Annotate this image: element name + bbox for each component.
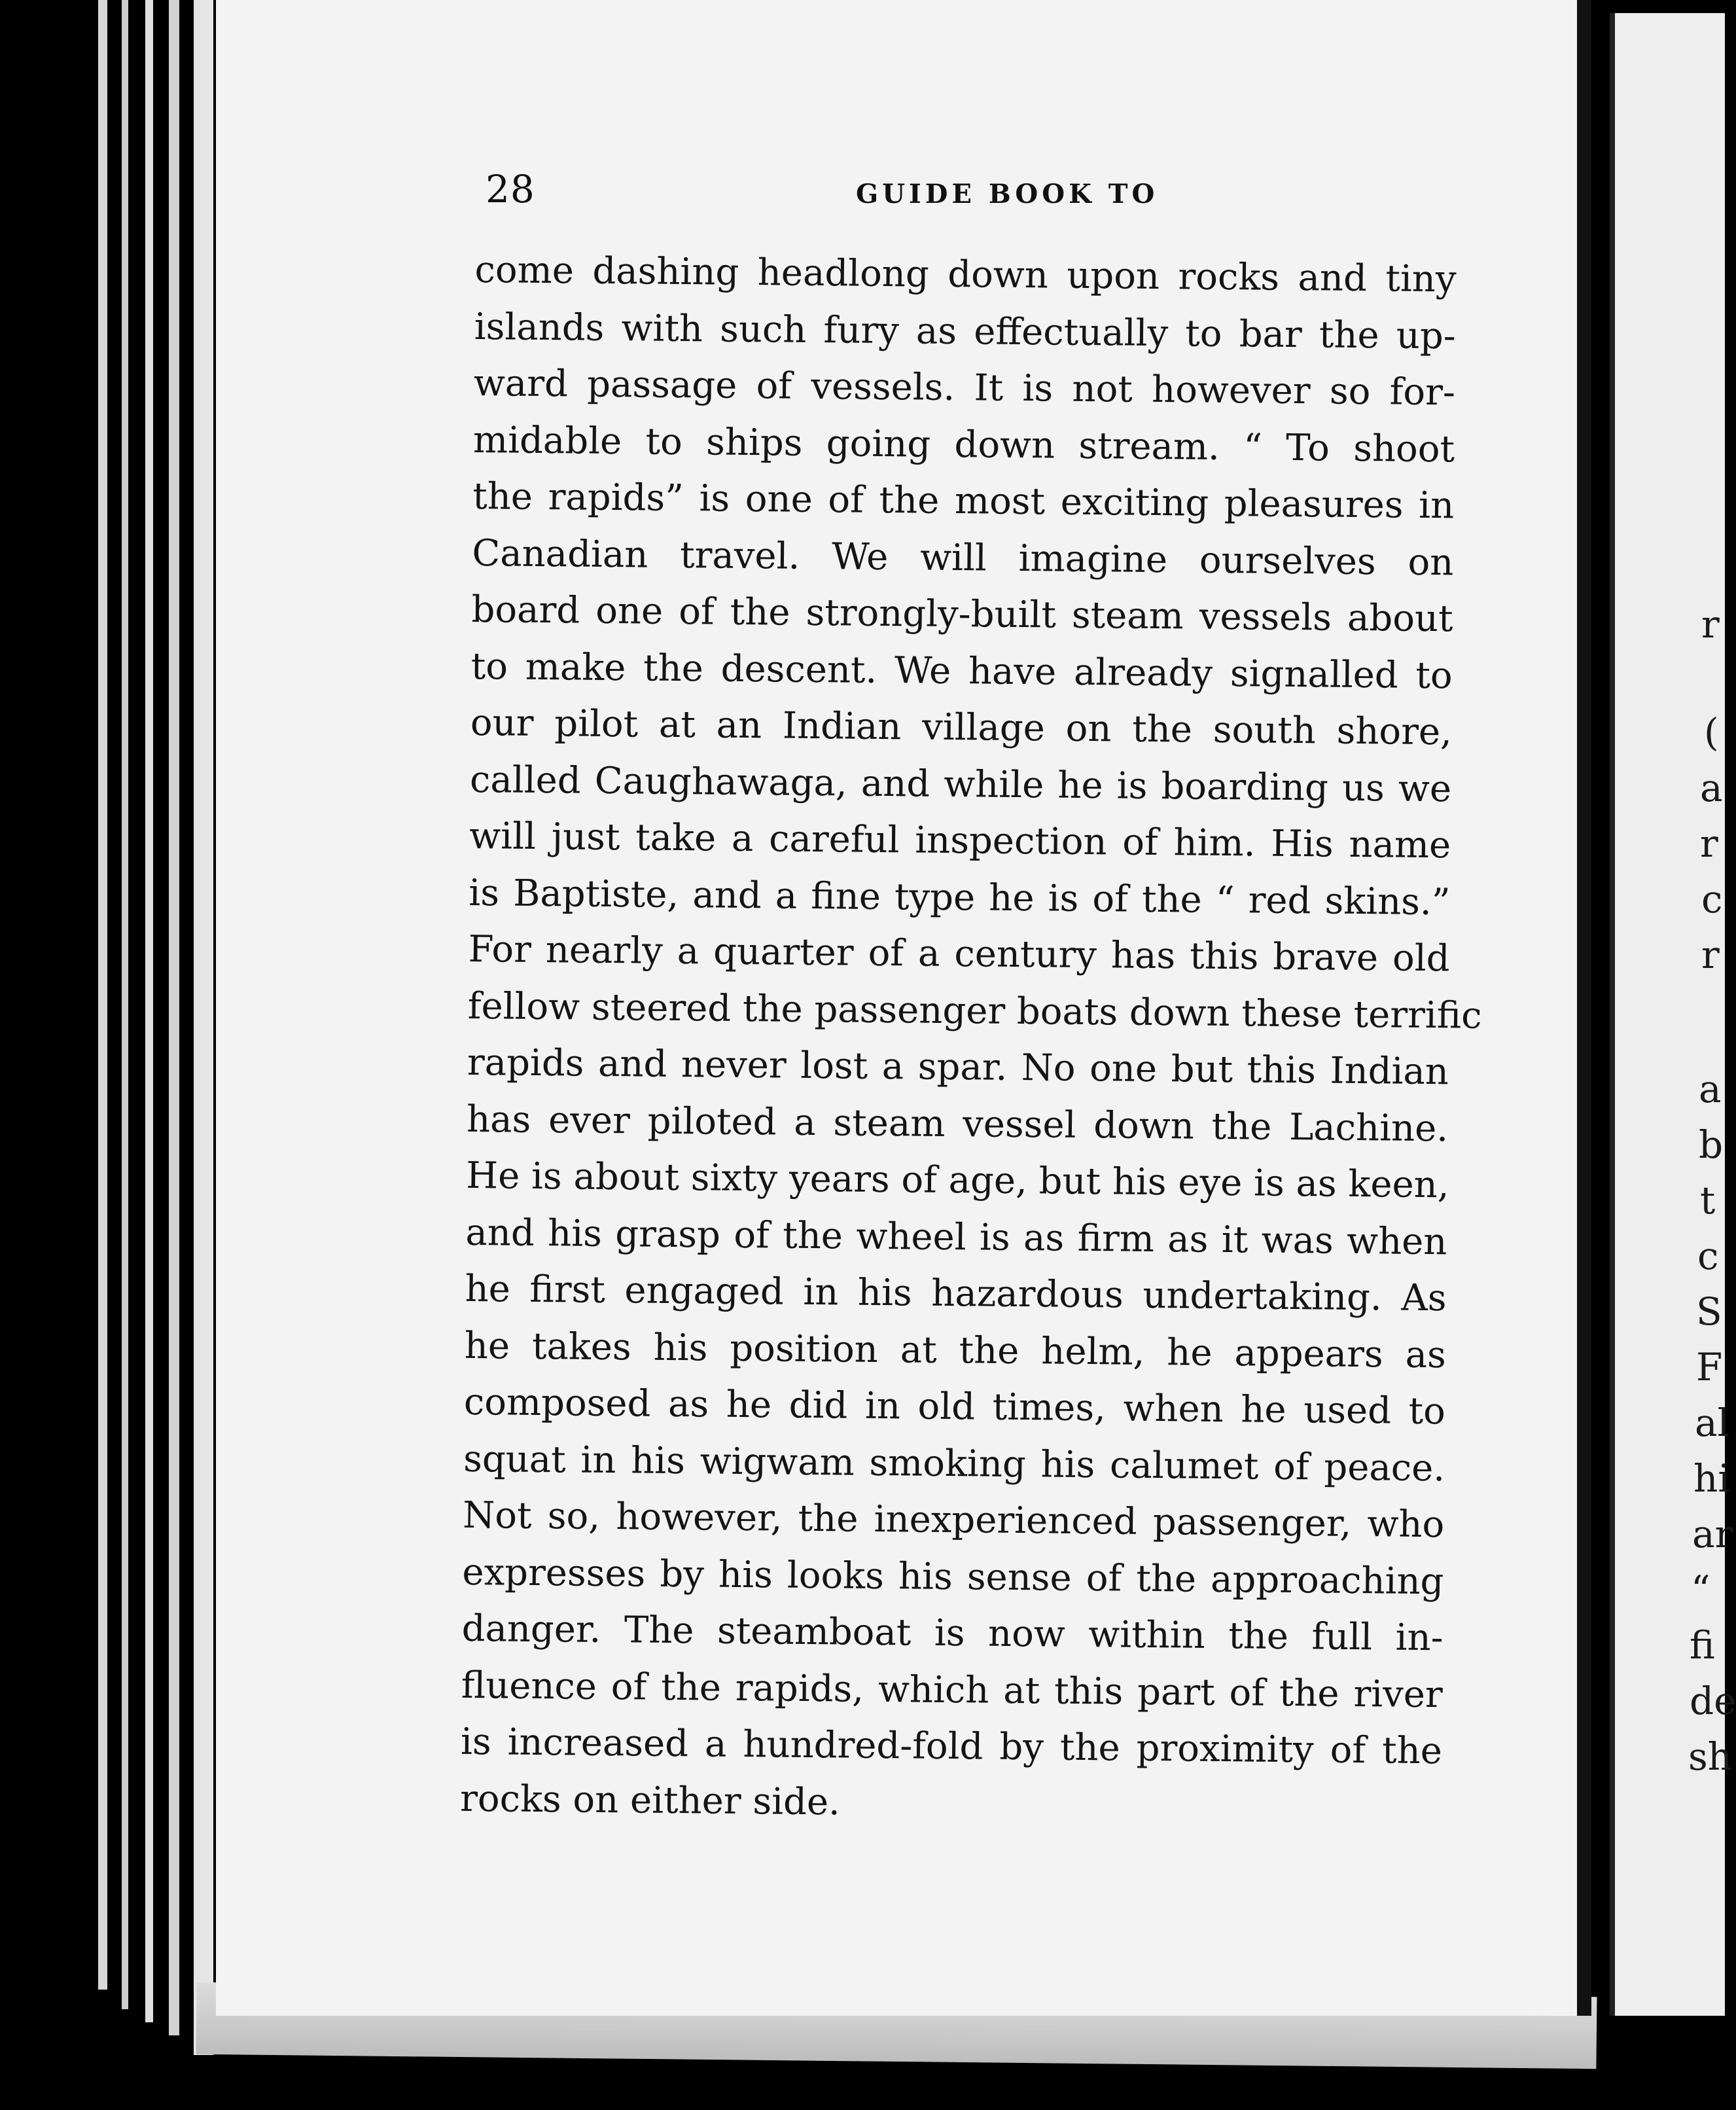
adjacent-page-letter: t	[1700, 1178, 1716, 1223]
text-line: he first engaged in his hazardous undertaking. As	[465, 1267, 1447, 1320]
adjacent-page-letter: c	[1697, 1234, 1719, 1278]
adjacent-page-letter: a	[1700, 766, 1723, 810]
text-line: danger. The steamboat is now within the full in-	[461, 1607, 1444, 1660]
adjacent-page-letter: F	[1696, 1345, 1723, 1389]
text-line: he takes his position at the helm, he appears as	[464, 1324, 1447, 1376]
text-line: expresses by his looks his sense of the approaching	[462, 1550, 1444, 1603]
text-line: is increased a hundred-fold by the proximity of the	[460, 1720, 1443, 1773]
adjacent-page-letter: sh	[1688, 1734, 1733, 1779]
text-line: ward passage of vessels. It is not however so for-	[473, 361, 1456, 414]
text-line: the rapids” is one of the most exciting pleasures in	[472, 474, 1455, 528]
page-edge	[122, 0, 128, 2009]
text-line: to make the descent. We have already signalled to	[470, 645, 1453, 697]
page-edge	[145, 0, 153, 2022]
text-line: midable to ships going down stream. “ To shoot	[472, 418, 1455, 471]
text-line: Not so, however, the inexperienced passenger, who	[463, 1493, 1445, 1547]
text-line: islands with such fury as effectually to bar the up-	[474, 305, 1457, 357]
text-line: board one of the strongly-built steam vessels about	[471, 588, 1453, 641]
text-line: and his grasp of the wheel is as firm as it was when	[465, 1211, 1447, 1263]
page-number: 28	[486, 167, 535, 211]
adjacent-page-letter: b	[1699, 1122, 1724, 1167]
adjacent-page-letter: fi	[1690, 1623, 1715, 1668]
adjacent-page-letter: de	[1690, 1679, 1736, 1723]
body-text	[459, 242, 1482, 1836]
page-edge	[169, 0, 179, 2035]
text-line: Canadian travel. We will imagine ourselves on	[472, 531, 1454, 584]
page-edge	[194, 0, 213, 2055]
adjacent-page-letter: “	[1691, 1567, 1710, 1612]
text-line: composed as he did in old times, when he used to	[463, 1380, 1446, 1433]
text-line: has ever piloted a steam vessel down the Lachine.	[466, 1098, 1449, 1150]
text-line: He is about sixty years of age, but his eye is as keen,	[465, 1154, 1449, 1207]
adjacent-page-letter: (	[1704, 710, 1719, 755]
adjacent-page-letter: c	[1701, 877, 1723, 921]
text-line: fluence of the rapids, which at this part of the river	[461, 1664, 1444, 1716]
text-line: rocks on either side.	[459, 1777, 841, 1823]
adjacent-page-letter: a	[1699, 1067, 1722, 1111]
text-line: squat in his wigwam smoking his calumet of peace.	[463, 1437, 1445, 1490]
running-title: GUIDE BOOK TO	[856, 179, 1159, 209]
adjacent-page-letter: r	[1701, 933, 1720, 977]
text-line: is Baptiste, and a fine type he is of the “ red skins.”	[469, 871, 1451, 923]
running-head	[486, 167, 1480, 219]
text-line: our pilot at an Indian village on the south shore,	[470, 701, 1453, 754]
adjacent-page-letter: r	[1701, 602, 1720, 647]
text-line: will just take a careful inspection of him. His name	[469, 814, 1451, 867]
adjacent-page-letter: hi	[1693, 1456, 1730, 1501]
text-line: come dashing headlong down upon rocks and tiny	[474, 248, 1457, 301]
adjacent-page-letter: ar	[1692, 1512, 1733, 1556]
text-line: fellow steered the passenger boats down these terrific	[467, 984, 1482, 1037]
adjacent-page-letter: al	[1695, 1401, 1730, 1445]
adjacent-page-letter: S	[1696, 1289, 1722, 1334]
text-line: rapids and never lost a spar. No one but this Indian	[467, 1041, 1449, 1094]
page-edge	[98, 0, 107, 1990]
text-line: called Caughawaga, and while he is boarding us we	[469, 758, 1452, 810]
adjacent-page-letter: r	[1700, 821, 1718, 866]
text-line: For nearly a quarter of a century has this brave old	[468, 927, 1450, 980]
